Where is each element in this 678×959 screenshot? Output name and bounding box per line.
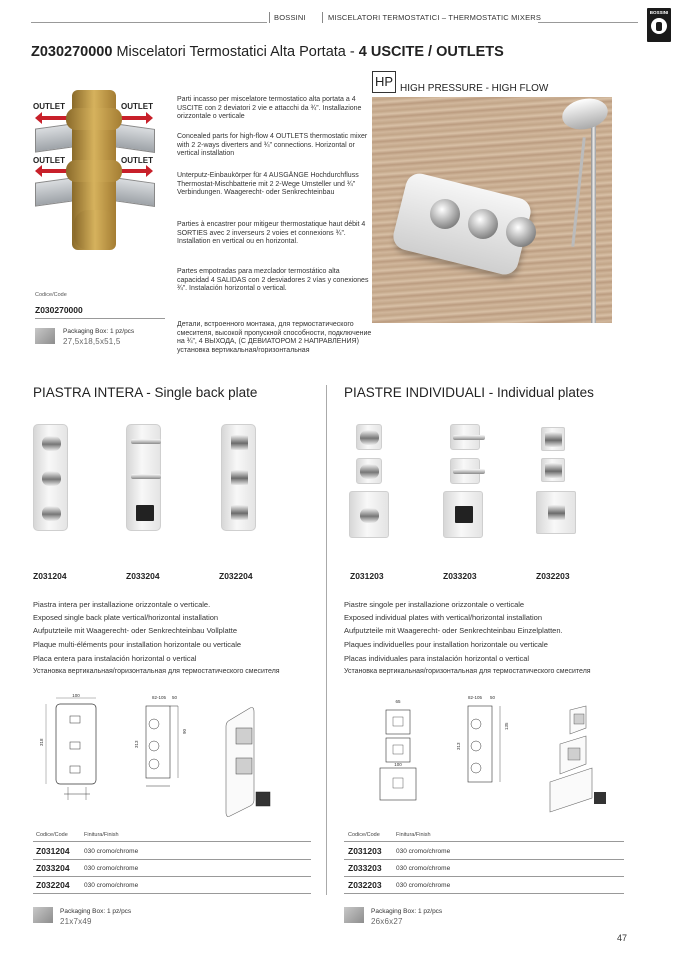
plate-z032203-mid: [541, 458, 565, 482]
dimension-large-width: 100: [394, 762, 402, 767]
table-row-finish: 030 cromo/chrome: [396, 848, 451, 855]
description-it: Parti incasso per miscelatore termostatico alta portata a 4 USCITE con 2 deviatori 2 vie e attacchi da ¾”. Installazione orizzontale o verticale: [177, 96, 362, 121]
header-separator: [269, 12, 270, 23]
plate-z032204: [221, 424, 256, 531]
packaging-size: 21x7x49: [60, 917, 92, 926]
table-rule: [344, 893, 624, 894]
table-header-code: Codice/Code: [348, 832, 380, 838]
header-rule-right: [538, 22, 638, 23]
table-row-finish: 030 cromo/chrome: [84, 848, 139, 855]
mounting-bracket: [35, 123, 73, 152]
plate-z031203-bottom: [349, 491, 389, 538]
photo-knob: [506, 217, 536, 247]
technical-drawing-side-single: [132, 694, 192, 804]
outlet-label: OUTLET: [33, 102, 65, 111]
code-divider: [35, 318, 165, 319]
technical-drawing-side-individual: [454, 694, 514, 804]
title-code: Z030270000: [31, 44, 113, 60]
dimension-offset: 50: [172, 695, 178, 700]
description-ru: Детали, встроенного монтажа, для термостатического смесителя, высокой пропускной способности, подключение на ¾”, 4 ВЫХОДА, (С ДЕВИАТОРОМ 2 НАПРАВЛЕНИЯ) установка вертикальная/горизонтальная: [177, 321, 372, 354]
hp-badge: HP: [372, 71, 396, 93]
feature-en: Exposed single back plate vertical/horizontal installation: [33, 613, 219, 622]
code-z033203: Z033203: [443, 571, 477, 581]
round-knob: [360, 508, 379, 523]
brass-diverter: [66, 108, 122, 130]
table-row-finish: 030 cromo/chrome: [396, 865, 451, 872]
dimension-depth: 82-105: [468, 695, 483, 700]
product-code: Z030270000: [35, 305, 83, 315]
square-knob: [231, 505, 248, 520]
dimension-spacing: 135: [504, 722, 509, 730]
table-row-code: Z032204: [36, 880, 70, 890]
mounting-bracket: [35, 177, 73, 206]
code-z031203: Z031203: [350, 571, 384, 581]
dimension-height: 318: [39, 738, 44, 746]
plate-z031203-top: [356, 424, 382, 450]
packaging-size: 26x6x27: [371, 917, 403, 926]
feature-fr: Plaque multi-éléments pour installation horizontale ou verticale: [33, 640, 242, 649]
round-knob: [360, 464, 379, 479]
lever-handle: [453, 435, 485, 440]
table-rule: [33, 893, 311, 894]
plate-z031204: [33, 424, 68, 531]
lever-handle: [131, 439, 161, 444]
technical-drawing-front-individual: [360, 698, 436, 808]
square-knob: [548, 505, 565, 520]
code-label: Codice/Code: [35, 292, 67, 298]
brass-diverter: [66, 160, 122, 182]
feature-en: Exposed individual plates with vertical/horizontal installation: [344, 613, 543, 622]
table-header-code: Codice/Code: [36, 832, 68, 838]
table-row-finish: 030 cromo/chrome: [84, 882, 139, 889]
table-row-code: Z033204: [36, 863, 70, 873]
table-rule: [33, 841, 311, 842]
packaging-box-icon: [35, 328, 55, 344]
square-handle: [455, 506, 473, 523]
packaging-label: Packaging Box: 1 pz/pcs: [63, 328, 135, 335]
plate-z032203-top: [541, 427, 565, 451]
dimension-small-width: 65: [395, 699, 401, 704]
table-rule: [33, 876, 311, 877]
feature-ru: Установка вертикальная/горизонтальная для термостатического смесителя: [33, 668, 280, 675]
code-z032203: Z032203: [536, 571, 570, 581]
feature-it: Piastre singole per installazione orizzontale o verticale: [344, 600, 525, 609]
mounting-bracket: [113, 177, 155, 207]
feature-de: Aufputzteile mit Waagerecht- oder Senkrechteinbau Vollplatte: [33, 626, 238, 635]
title-emphasis: 4 USCITE / OUTLETS: [358, 44, 504, 60]
plate-z033203-bottom: [443, 491, 483, 538]
page-number: 47: [617, 933, 628, 943]
feature-de: Aufputzteile mit Waagerecht- oder Senkrechteinbau Einzelplatten.: [344, 626, 563, 635]
feature-fr: Plaques individuelles pour installation horizontale ou verticale: [344, 640, 548, 649]
title-name: Miscelatori Termostatici Alta Portata -: [116, 44, 355, 60]
table-row-finish: 030 cromo/chrome: [84, 865, 139, 872]
dimension-total: 313: [456, 742, 461, 750]
product-photo: [372, 97, 612, 323]
code-z032204: Z032204: [219, 571, 253, 581]
feature-es: Placas individuales para instalación horizontal o vertical: [344, 654, 530, 663]
bossini-logo: [647, 8, 671, 42]
round-knob: [42, 506, 61, 521]
mounting-bracket: [113, 123, 155, 153]
packaging-label: Packaging Box: 1 pz/pcs: [60, 908, 132, 915]
lever-handle: [131, 474, 161, 479]
packaging-size: 27,5x18,5x51,5: [63, 337, 121, 346]
column-divider: [326, 385, 327, 895]
code-z033204: Z033204: [126, 571, 160, 581]
round-knob: [42, 436, 61, 451]
table-row-code: Z031203: [348, 846, 382, 856]
technical-drawing-3d-individual: [546, 704, 622, 814]
table-rule: [344, 859, 624, 860]
photo-knob: [468, 209, 498, 239]
photo-shower-hose: [571, 137, 585, 247]
page-title: [31, 44, 504, 60]
table-rule: [344, 876, 624, 877]
packaging-label: Packaging Box: 1 pz/pcs: [371, 908, 443, 915]
table-row-finish: 030 cromo/chrome: [396, 882, 451, 889]
dimension-width: 100: [72, 694, 80, 698]
photo-shower-arm: [591, 125, 596, 323]
square-handle: [136, 505, 154, 521]
table-header-finish: Finitura/Finish: [396, 832, 431, 838]
dimension-depth: 82-105: [152, 695, 167, 700]
outlet-label: OUTLET: [121, 156, 153, 165]
outlet-label: OUTLET: [33, 156, 65, 165]
table-row-code: Z031204: [36, 846, 70, 856]
logo-text: BOSSINI: [649, 10, 669, 15]
round-knob: [42, 471, 61, 486]
brass-thermostat: [74, 210, 116, 250]
plate-z033203-mid: [450, 458, 480, 484]
dimension-total: 313: [134, 740, 139, 748]
plate-z033203-top: [450, 424, 480, 450]
header-rule-left: [31, 22, 267, 23]
photo-knob: [430, 199, 460, 229]
table-row-code: Z032203: [348, 880, 382, 890]
plate-z031203-mid: [356, 458, 382, 484]
dimension-spacing: 90: [182, 728, 187, 734]
square-knob: [231, 435, 248, 450]
section-title-single-plate: PIASTRA INTERA - Single back plate: [33, 385, 258, 400]
feature-es: Placa entera para instalación horizontal o vertical: [33, 654, 197, 663]
feature-it: Piastra intera per installazione orizzontale o verticale.: [33, 600, 211, 609]
code-z031204: Z031204: [33, 571, 67, 581]
outlet-label: OUTLET: [121, 102, 153, 111]
packaging-box-icon: [344, 907, 364, 923]
description-de: Unterputz-Einbaukörper für 4 AUSGÄNGE Hochdurchfluss Thermostat-Mischbatterie mit 2 2-Wege Umsteller und ¾” Verbindungen. Waagerecht- oder Senkrechteinbau: [177, 172, 359, 197]
square-knob: [545, 432, 562, 447]
lever-handle: [453, 469, 485, 474]
plate-z033204: [126, 424, 161, 531]
table-row-code: Z033203: [348, 863, 382, 873]
square-knob: [545, 463, 562, 478]
description-es: Partes empotradas para mezclador termostático alta capacidad 4 SALIDAS con 2 desviadores 2 vías y conexiones ¾”. Instalación horizontal o vertical.: [177, 268, 369, 293]
table-rule: [33, 859, 311, 860]
technical-drawing-front-single: [36, 694, 112, 804]
table-header-finish: Finitura/Finish: [84, 832, 119, 838]
table-rule: [344, 841, 624, 842]
dimension-offset: 50: [490, 695, 496, 700]
header-category: MISCELATORI TERMOSTATICI – THERMOSTATIC MIXERS: [328, 13, 542, 22]
technical-drawing-3d-single: [220, 700, 280, 820]
square-knob: [231, 470, 248, 485]
description-en: Concealed parts for high-flow 4 OUTLETS thermostatic mixer with 2 2-ways diverters and ¾” connections. Horizontal or vertical installation: [177, 133, 368, 158]
description-fr: Parties à encastrer pour mitigeur thermostatique haut débit 4 SORTIES avec 2 inverseurs 2 voies et connexions ¾”. Installation en vertical ou en horizontal.: [177, 221, 366, 246]
hp-label: HIGH PRESSURE - HIGH FLOW: [400, 83, 549, 94]
logo-mark: [656, 22, 662, 31]
feature-ru: Установка вертикальная/горизонтальная для термостатического смесителя: [344, 668, 591, 675]
plate-z032203-bottom: [536, 491, 576, 534]
packaging-box-icon: [33, 907, 53, 923]
photo-hand-shower: [559, 97, 610, 133]
section-title-individual-plates: PIASTRE INDIVIDUALI - Individual plates: [344, 385, 594, 400]
header-separator: [322, 12, 323, 23]
header-brand: BOSSINI: [274, 13, 306, 22]
round-knob: [360, 430, 379, 445]
